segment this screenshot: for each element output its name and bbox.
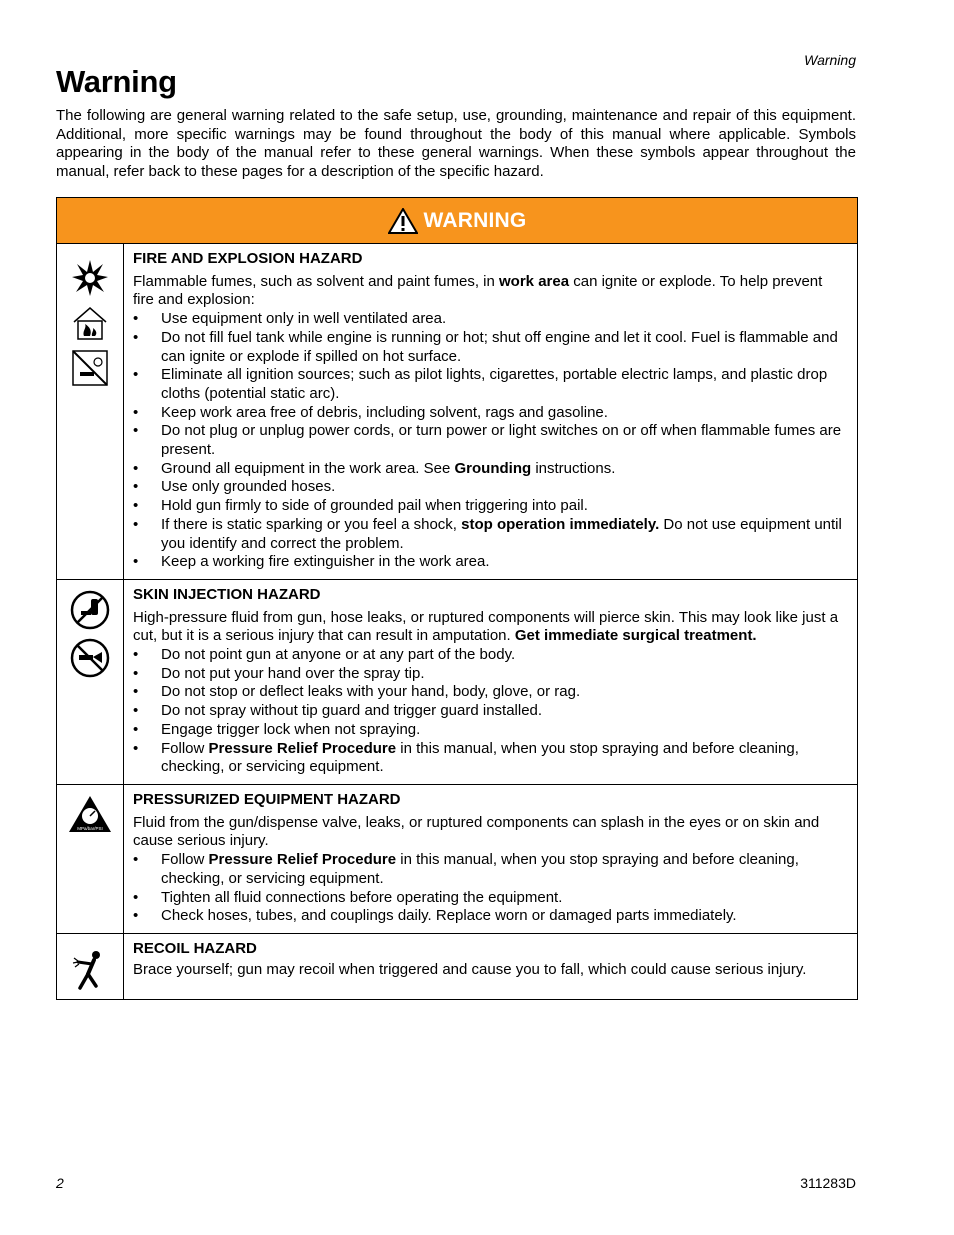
list-item: • Do not stop or deflect leaks with your hand, body, glove, or rag. — [133, 683, 847, 702]
hazard-title: FIRE AND EXPLOSION HAZARD — [133, 250, 363, 267]
list-item: • Tighten all fluid connections before operating the equipment. — [133, 889, 847, 908]
hazard-row-pressurized — [57, 785, 857, 934]
gauge-units: MPa/bar/PSI — [77, 825, 103, 831]
pressure-gauge-icon — [68, 795, 112, 833]
hazard-title: SKIN INJECTION HAZARD — [133, 585, 321, 603]
page-title: Warning — [56, 64, 177, 99]
hazard-description: Brace yourself; gun may recoil when triggered and cause you to fall, which could cause serious injury. — [133, 960, 807, 978]
hazard-icons — [57, 244, 124, 579]
hazard-title: RECOIL HAZARD — [133, 939, 257, 957]
intro-paragraph: The following are general warning related to the safe setup, use, grounding, maintenance and repair of this equipment. Additional, more specific warnings may be found throughout the body of this manual where applicable. Symbols appearing in the body of the manual refer to these general warnings. When these symbols appear throughout the manual, refer back to these pages for a description of the specific hazard. — [56, 107, 856, 181]
list-item — [133, 851, 847, 888]
text-segment: in this manual, when you stop spraying and before cleaning, checking, or servicing equipment. — [161, 851, 799, 887]
list-item: • Do not put your hand over the spray tip. — [133, 665, 847, 684]
hazard-text — [124, 580, 857, 784]
list-item: • Do not point gun at anyone or at any part of the body. — [133, 646, 847, 665]
hazard-list — [133, 646, 847, 777]
text-segment: can ignite or explode. To help prevent fire and explosion: — [133, 272, 823, 309]
recoil-person-icon — [70, 948, 110, 992]
text-segment: Ground all equipment in the work area. See — [161, 459, 455, 477]
hazard-text — [124, 785, 857, 933]
running-head: Warning — [804, 52, 856, 68]
hazard-description — [133, 609, 847, 646]
fire-hazard-house-icon — [70, 304, 110, 342]
text-segment: Follow — [161, 851, 209, 869]
list-item: • Do not plug or unplug power cords, or turn power or light switches on or off when flammable fumes are present. — [133, 422, 847, 459]
no-spray-at-body-icon — [69, 637, 111, 679]
text-segment-bold: Grounding — [454, 459, 532, 477]
no-smoking-no-sparks-icon — [70, 348, 110, 388]
warning-label: WARNING — [423, 208, 527, 232]
hazard-list — [133, 310, 847, 572]
hazard-text — [124, 244, 857, 579]
text-segment: Do not use equipment until you identify and correct the problem. — [161, 515, 842, 552]
hazard-list — [133, 851, 847, 926]
list-item: • Do not fill fuel tank while engine is running or hot; shut off engine and let it cool. Fuel is flammable and can ignite or explode if spilled on hot surface. — [133, 329, 847, 366]
warning-header — [57, 198, 857, 244]
warning-triangle-icon — [388, 208, 418, 234]
page-number: 2 — [56, 1175, 64, 1191]
text-segment: High-pressure fluid from gun, hose leaks, or ruptured components will pierce skin. This may look like just a cut, but it is a serious injury that can result in amputation. — [133, 608, 839, 645]
hazard-row-fire — [57, 244, 857, 580]
list-item — [133, 460, 847, 479]
text-segment: If there is static sparking or you feel a shock, — [161, 515, 462, 533]
text-segment-bold: Pressure Relief Procedure — [208, 739, 397, 757]
hazard-text — [124, 934, 857, 999]
list-item — [133, 516, 847, 553]
hazard-icons — [57, 580, 124, 784]
hazard-description — [133, 273, 847, 310]
text-segment: Follow — [161, 739, 209, 757]
list-item: • Keep a working fire extinguisher in the work area. — [133, 553, 847, 572]
list-item: • Check hoses, tubes, and couplings daily. Replace worn or damaged parts immediately. — [133, 907, 847, 926]
text-segment-bold: stop operation immediately. — [461, 515, 660, 533]
no-hand-in-spray-icon — [69, 589, 111, 631]
list-item: • Engage trigger lock when not spraying. — [133, 721, 847, 740]
text-segment: in this manual, when you stop spraying and before cleaning, checking, or servicing equipment. — [161, 739, 799, 776]
hazard-row-recoil — [57, 934, 857, 999]
text-segment-bold: Pressure Relief Procedure — [208, 851, 397, 869]
list-item: • Use only grounded hoses. — [133, 478, 847, 497]
list-item — [133, 740, 847, 777]
list-item: • Use equipment only in well ventilated area. — [133, 310, 847, 329]
hazard-icons — [57, 934, 124, 999]
text-segment: Flammable fumes, such as solvent and paint fumes, in — [133, 272, 500, 290]
text-segment: instructions. — [531, 459, 616, 477]
document-number: 311283D — [800, 1175, 856, 1191]
hazard-title: PRESSURIZED EQUIPMENT HAZARD — [133, 790, 401, 808]
list-item: • Do not spray without tip guard and trigger guard installed. — [133, 702, 847, 721]
list-item: • Hold gun firmly to side of grounded pail when triggering into pail. — [133, 497, 847, 516]
hazard-row-skin-injection — [57, 580, 857, 785]
text-segment-bold: Get immediate surgical treatment. — [514, 627, 757, 645]
hazard-icons — [57, 785, 124, 933]
hazard-description: Fluid from the gun/dispense valve, leaks, or ruptured components can splash in the eyes or on skin and cause serious injury. — [133, 813, 820, 850]
warning-table — [56, 197, 858, 1000]
list-item: • Keep work area free of debris, including solvent, rags and gasoline. — [133, 404, 847, 423]
list-item: • Eliminate all ignition sources; such as pilot lights, cigarettes, portable electric lamps, and plastic drop cloths (potential static arc). — [133, 366, 847, 403]
explosion-icon — [70, 258, 110, 298]
text-segment-bold: work area — [499, 272, 570, 290]
